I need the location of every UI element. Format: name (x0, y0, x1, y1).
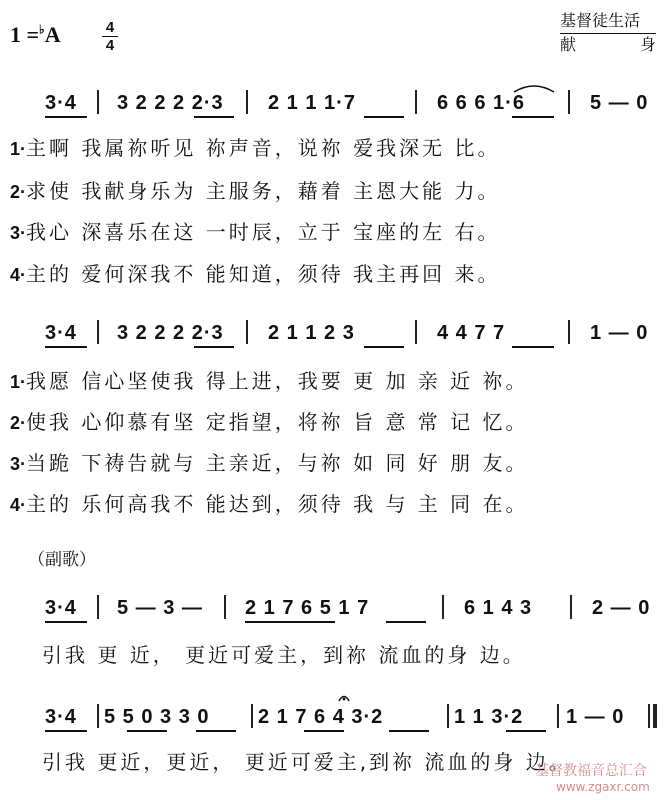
title-label: 献 身 (560, 35, 656, 54)
measure: 2 1 1 1·7 (268, 92, 356, 114)
song-credit (560, 10, 656, 56)
pickup-notes: 3·4 (45, 706, 77, 728)
measure: 1 — 0 (590, 322, 649, 344)
chorus-label: （副歌） (28, 550, 96, 570)
watermark-url: www.zgaxr.com (556, 780, 650, 794)
pickup-notes: 3·4 (45, 597, 77, 619)
verse-line: 3·我心 深喜乐在这 一时辰，立于 宝座的左 右。 (10, 220, 501, 244)
measure: 3 2 2 2 2·3 (117, 322, 224, 344)
verse-line: 1·我愿 信心坚使我 得上进，我要 更 加 亲 近 祢。 (10, 369, 529, 393)
chorus-lyric: 引我 更 近， 更近可爱主，到祢 流血的身 边。 (42, 643, 526, 667)
verse-line: 4·主的 乐何高我不 能达到，须待 我 与 主 同 在。 (10, 492, 529, 516)
measure: 5 — 0 (590, 92, 649, 114)
measure: 5 5 0 3 3 0 (104, 706, 210, 728)
measure: 2 — 0 (592, 597, 651, 619)
key-signature: 1 =♭A (10, 22, 61, 47)
verse-line: 2·使我 心仰慕有坚 定指望，将祢 旨 意 常 记 忆。 (10, 410, 529, 434)
source-label: 基督徒生活 (560, 10, 656, 34)
time-signature: 4 4 (102, 20, 118, 53)
slur-icon (512, 82, 556, 94)
measure: 6 1 4 3 (464, 597, 533, 619)
measure: 1 1 3·2 (454, 706, 524, 728)
chorus-lyric: 引我 更近，更近， 更近可爱主,到祢 流血的身 边。 (42, 750, 572, 774)
measure: 3 2 2 2 2·3 (117, 92, 224, 114)
measure: 1 — 0 (566, 706, 625, 728)
measure: 5 — 3 — (117, 597, 203, 619)
verse-line: 1·主啊 我属祢听见 祢声音，说祢 爱我深无 比。 (10, 136, 501, 160)
fermata-icon (338, 692, 350, 702)
measure: 2 1 1 2 3 (268, 322, 355, 344)
pickup-notes: 3·4 (45, 322, 77, 344)
measure: 4 4 7 7 (437, 322, 506, 344)
verse-line: 4·主的 爱何深我不 能知道，须待 我主再回 来。 (10, 262, 501, 286)
verse-line: 3·当跪 下祷告就与 主亲近，与祢 如 同 好 朋 友。 (10, 451, 529, 475)
measure: 2 1 7 6 5 1 7 (245, 597, 370, 619)
verse-line: 2·求使 我献身乐为 主服务，藉着 主恩大能 力。 (10, 179, 501, 203)
pickup-notes: 3·4 (45, 92, 77, 114)
watermark-title: 基督教福音总汇合 (535, 763, 647, 779)
measure: 6 6 6 1·6 (437, 92, 525, 114)
measure: 2 1 7 6 4 3·2 (258, 706, 384, 728)
